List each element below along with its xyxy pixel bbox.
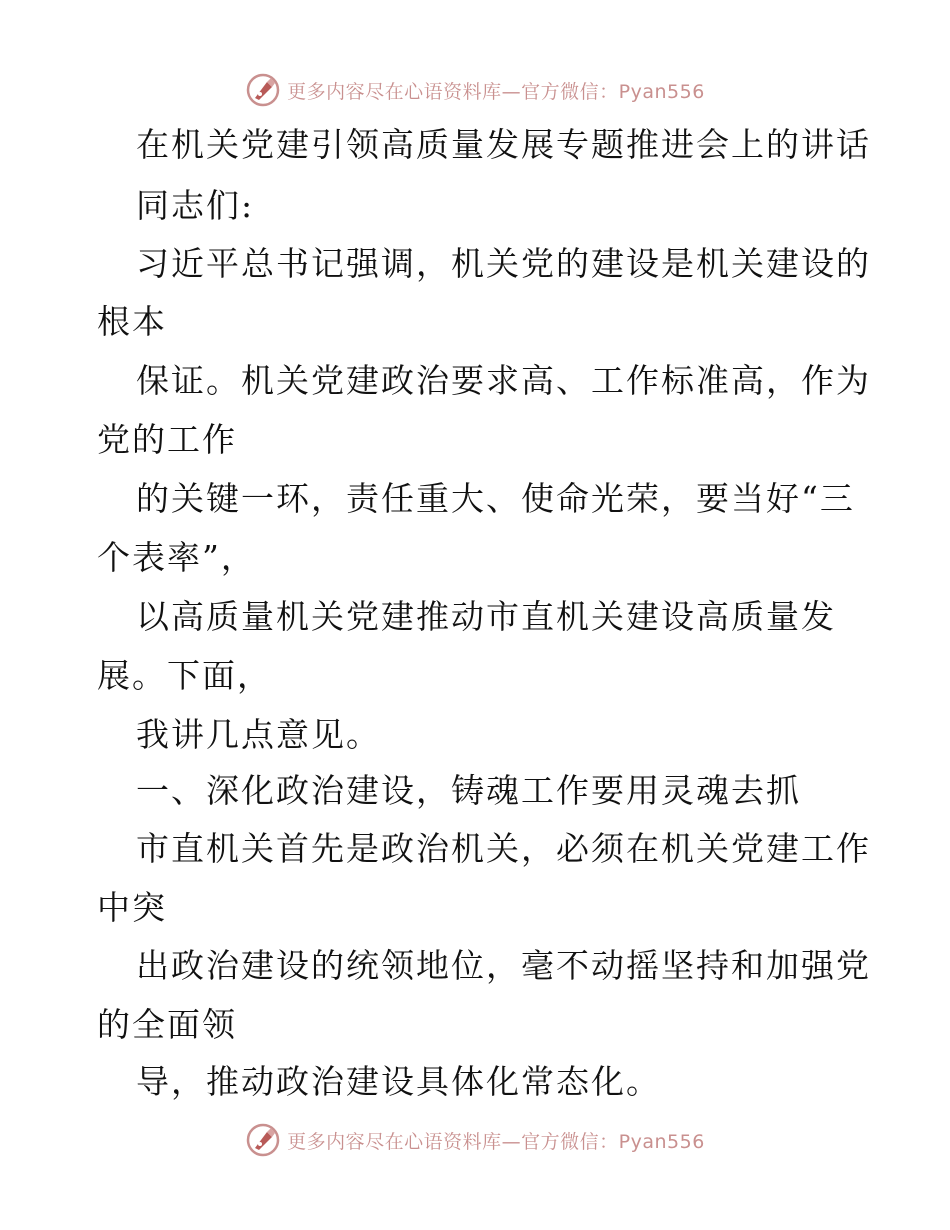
paragraph-line: 根本	[97, 302, 167, 341]
paragraph-line: 以高质量机关党建推动市直机关建设高质量发	[136, 597, 836, 636]
paragraph-line: 党的工作	[97, 420, 237, 459]
paragraph-line: 个表率”，	[97, 538, 256, 577]
paragraph-line: 保证。机关党建政治要求高、工作标准高，作为	[136, 361, 871, 400]
paragraph-line: 习近平总书记强调，机关党的建设是机关建设的	[136, 244, 871, 283]
paragraph-line: 的全面领	[97, 1005, 237, 1044]
paragraph-line: 我讲几点意见。	[136, 715, 381, 754]
banner-text: 更多内容尽在心语资料库—官方微信：Pyan556	[287, 1130, 705, 1153]
salutation: 同志们:	[136, 186, 255, 225]
header-banner	[0, 68, 950, 112]
document-title: 在机关党建引领高质量发展专题推进会上的讲话	[136, 125, 871, 164]
paragraph-line: 展。下面，	[97, 656, 272, 695]
pen-nib-logo-icon	[245, 1122, 281, 1158]
paragraph-line: 中突	[97, 888, 167, 927]
paragraph-line: 出政治建设的统领地位，毫不动摇坚持和加强党	[136, 946, 871, 985]
paragraph-line: 市直机关首先是政治机关，必须在机关党建工作	[136, 829, 871, 868]
paragraph-line: 的关键一环，责任重大、使命光荣，要当好“三	[136, 479, 855, 518]
section-heading: 一、深化政治建设，铸魂工作要用灵魂去抓	[136, 771, 801, 810]
banner-text: 更多内容尽在心语资料库—官方微信：Pyan556	[287, 80, 705, 103]
paragraph-line: 导，推动政治建设具体化常态化。	[136, 1062, 661, 1101]
footer-banner	[0, 1118, 950, 1162]
pen-nib-logo-icon	[245, 72, 281, 108]
